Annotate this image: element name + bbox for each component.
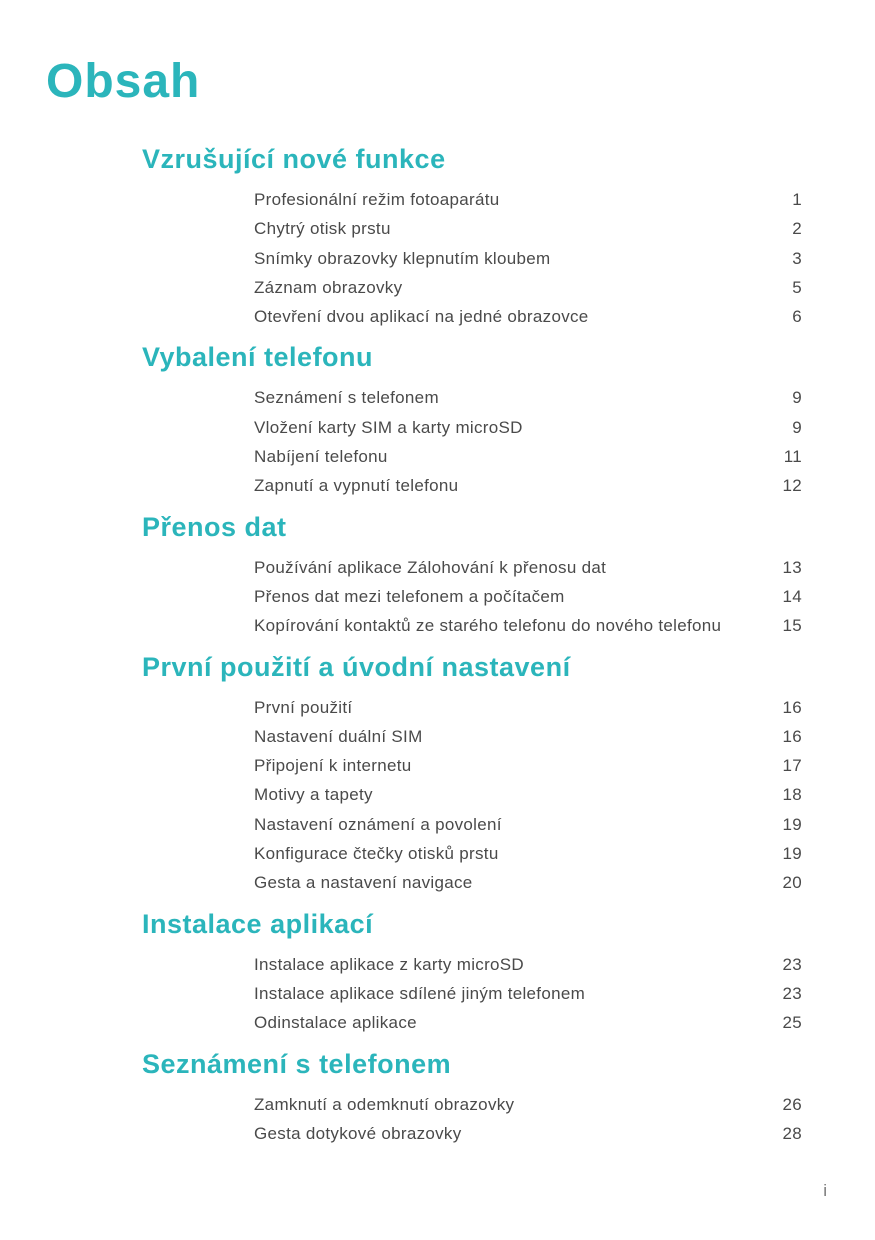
toc-entry[interactable]: [142, 810, 802, 839]
toc-entry-page-number: 26: [782, 1094, 802, 1114]
toc-entry-list: [142, 1090, 802, 1149]
toc-entry[interactable]: [142, 1119, 802, 1148]
toc-entry[interactable]: [142, 722, 802, 751]
toc-entry-page-number: 17: [782, 756, 802, 776]
toc-entry-label: Instalace aplikace sdílené jiným telefonem: [254, 983, 586, 1003]
toc-entry-label: Motivy a tapety: [254, 785, 373, 805]
toc-entry-list: [142, 383, 802, 500]
section-heading[interactable]: Seznámení s telefonem: [142, 1048, 452, 1079]
toc-entry-page-number: 13: [782, 557, 802, 577]
toc-entry[interactable]: [142, 1090, 802, 1119]
toc-entry[interactable]: [142, 273, 802, 302]
toc-entry-label: Snímky obrazovky klepnutím kloubem: [254, 248, 551, 268]
toc-entry-page-number: 25: [782, 1013, 802, 1033]
toc-entry-page-number: 16: [782, 697, 802, 717]
section-heading[interactable]: Vybalení telefonu: [142, 342, 374, 373]
toc-entry-label: Zamknutí a odemknutí obrazovky: [254, 1094, 515, 1114]
toc-entry-list: [142, 950, 802, 1038]
toc-entry[interactable]: [142, 1008, 802, 1037]
toc-entry-page-number: 9: [792, 388, 802, 408]
toc-entry-list: [142, 553, 802, 641]
toc-entry-label: Gesta a nastavení navigace: [254, 873, 473, 893]
toc-entry-page-number: 23: [782, 983, 802, 1003]
section-heading[interactable]: Instalace aplikací: [142, 908, 374, 939]
toc-entry-page-number: 16: [782, 726, 802, 746]
toc-entry-page-number: 2: [792, 219, 802, 239]
toc-entry-label: Vložení karty SIM a karty microSD: [254, 417, 523, 437]
toc-entry-label: Kopírování kontaktů ze starého telefonu do nového telefonu: [254, 616, 722, 636]
table-of-contents: [142, 139, 802, 1150]
toc-entry-label: Záznam obrazovky: [254, 277, 403, 297]
toc-entry[interactable]: [142, 244, 802, 273]
toc-entry-page-number: 1: [792, 190, 802, 209]
toc-section: [142, 507, 802, 641]
toc-entry-page-number: 9: [792, 417, 802, 437]
toc-entry[interactable]: [142, 442, 802, 471]
toc-entry-page-number: 18: [782, 785, 802, 805]
toc-entry[interactable]: [142, 185, 802, 214]
toc-entry[interactable]: [142, 214, 802, 243]
toc-entry[interactable]: [142, 693, 802, 722]
toc-entry-label: Připojení k internetu: [254, 756, 412, 776]
toc-entry-label: Otevření dvou aplikací na jedné obrazovce: [254, 307, 589, 327]
toc-entry[interactable]: [142, 383, 802, 412]
toc-entry-page-number: 14: [782, 586, 802, 606]
toc-entry-page-number: 12: [782, 476, 802, 496]
toc-entry-page-number: 15: [782, 616, 802, 636]
toc-entry-label: Nastavení oznámení a povolení: [254, 814, 502, 834]
toc-entry[interactable]: [142, 839, 802, 868]
toc-entry-page-number: 11: [783, 447, 802, 467]
toc-entry-page-number: 23: [782, 954, 802, 974]
toc-entry[interactable]: [142, 413, 802, 442]
toc-entry[interactable]: [142, 582, 802, 611]
toc-section: [142, 337, 802, 500]
toc-entry[interactable]: [142, 780, 802, 809]
toc-entry[interactable]: [142, 950, 802, 979]
toc-entry-list: [142, 185, 802, 331]
page-title: Obsah: [46, 55, 201, 108]
page-number: i: [823, 1181, 827, 1200]
toc-section: [142, 139, 802, 331]
toc-section: [142, 1044, 802, 1149]
toc-entry-label: Nabíjení telefonu: [254, 447, 388, 467]
toc-entry-label: Přenos dat mezi telefonem a počítačem: [254, 586, 565, 606]
toc-entry-list: [142, 693, 802, 898]
toc-entry-label: Odinstalace aplikace: [254, 1013, 417, 1033]
toc-entry-label: Gesta dotykové obrazovky: [254, 1123, 462, 1143]
toc-entry-label: Nastavení duální SIM: [254, 726, 423, 746]
toc-entry-page-number: 19: [782, 814, 802, 834]
toc-entry-label: Instalace aplikace z karty microSD: [254, 954, 525, 974]
toc-entry-label: Profesionální režim fotoaparátu: [254, 190, 500, 209]
toc-entry-label: První použití: [254, 697, 353, 717]
toc-entry-label: Seznámení s telefonem: [254, 388, 439, 408]
toc-entry-label: Chytrý otisk prstu: [254, 219, 391, 239]
toc-entry[interactable]: [142, 471, 802, 500]
toc-entry-label: Používání aplikace Zálohování k přenosu dat: [254, 557, 607, 577]
toc-section: [142, 647, 802, 898]
toc-entry-page-number: 6: [792, 307, 802, 327]
toc-entry-page-number: 5: [792, 277, 802, 297]
toc-entry-page-number: 28: [782, 1123, 802, 1143]
toc-entry-label: Konfigurace čtečky otisků prstu: [254, 844, 499, 864]
section-heading[interactable]: Vzrušující nové funkce: [142, 144, 446, 174]
section-heading[interactable]: První použití a úvodní nastavení: [142, 651, 571, 682]
toc-entry-page-number: 3: [792, 248, 802, 268]
toc-entry-page-number: 19: [782, 844, 802, 864]
toc-entry[interactable]: [142, 868, 802, 897]
toc-entry[interactable]: [142, 302, 802, 331]
toc-entry-label: Zapnutí a vypnutí telefonu: [254, 476, 459, 496]
toc-section: [142, 904, 802, 1038]
toc-entry[interactable]: [142, 611, 802, 640]
toc-entry[interactable]: [142, 553, 802, 582]
toc-entry[interactable]: [142, 751, 802, 780]
section-heading[interactable]: Přenos dat: [142, 511, 287, 542]
toc-entry[interactable]: [142, 979, 802, 1008]
toc-entry-page-number: 20: [782, 873, 802, 893]
